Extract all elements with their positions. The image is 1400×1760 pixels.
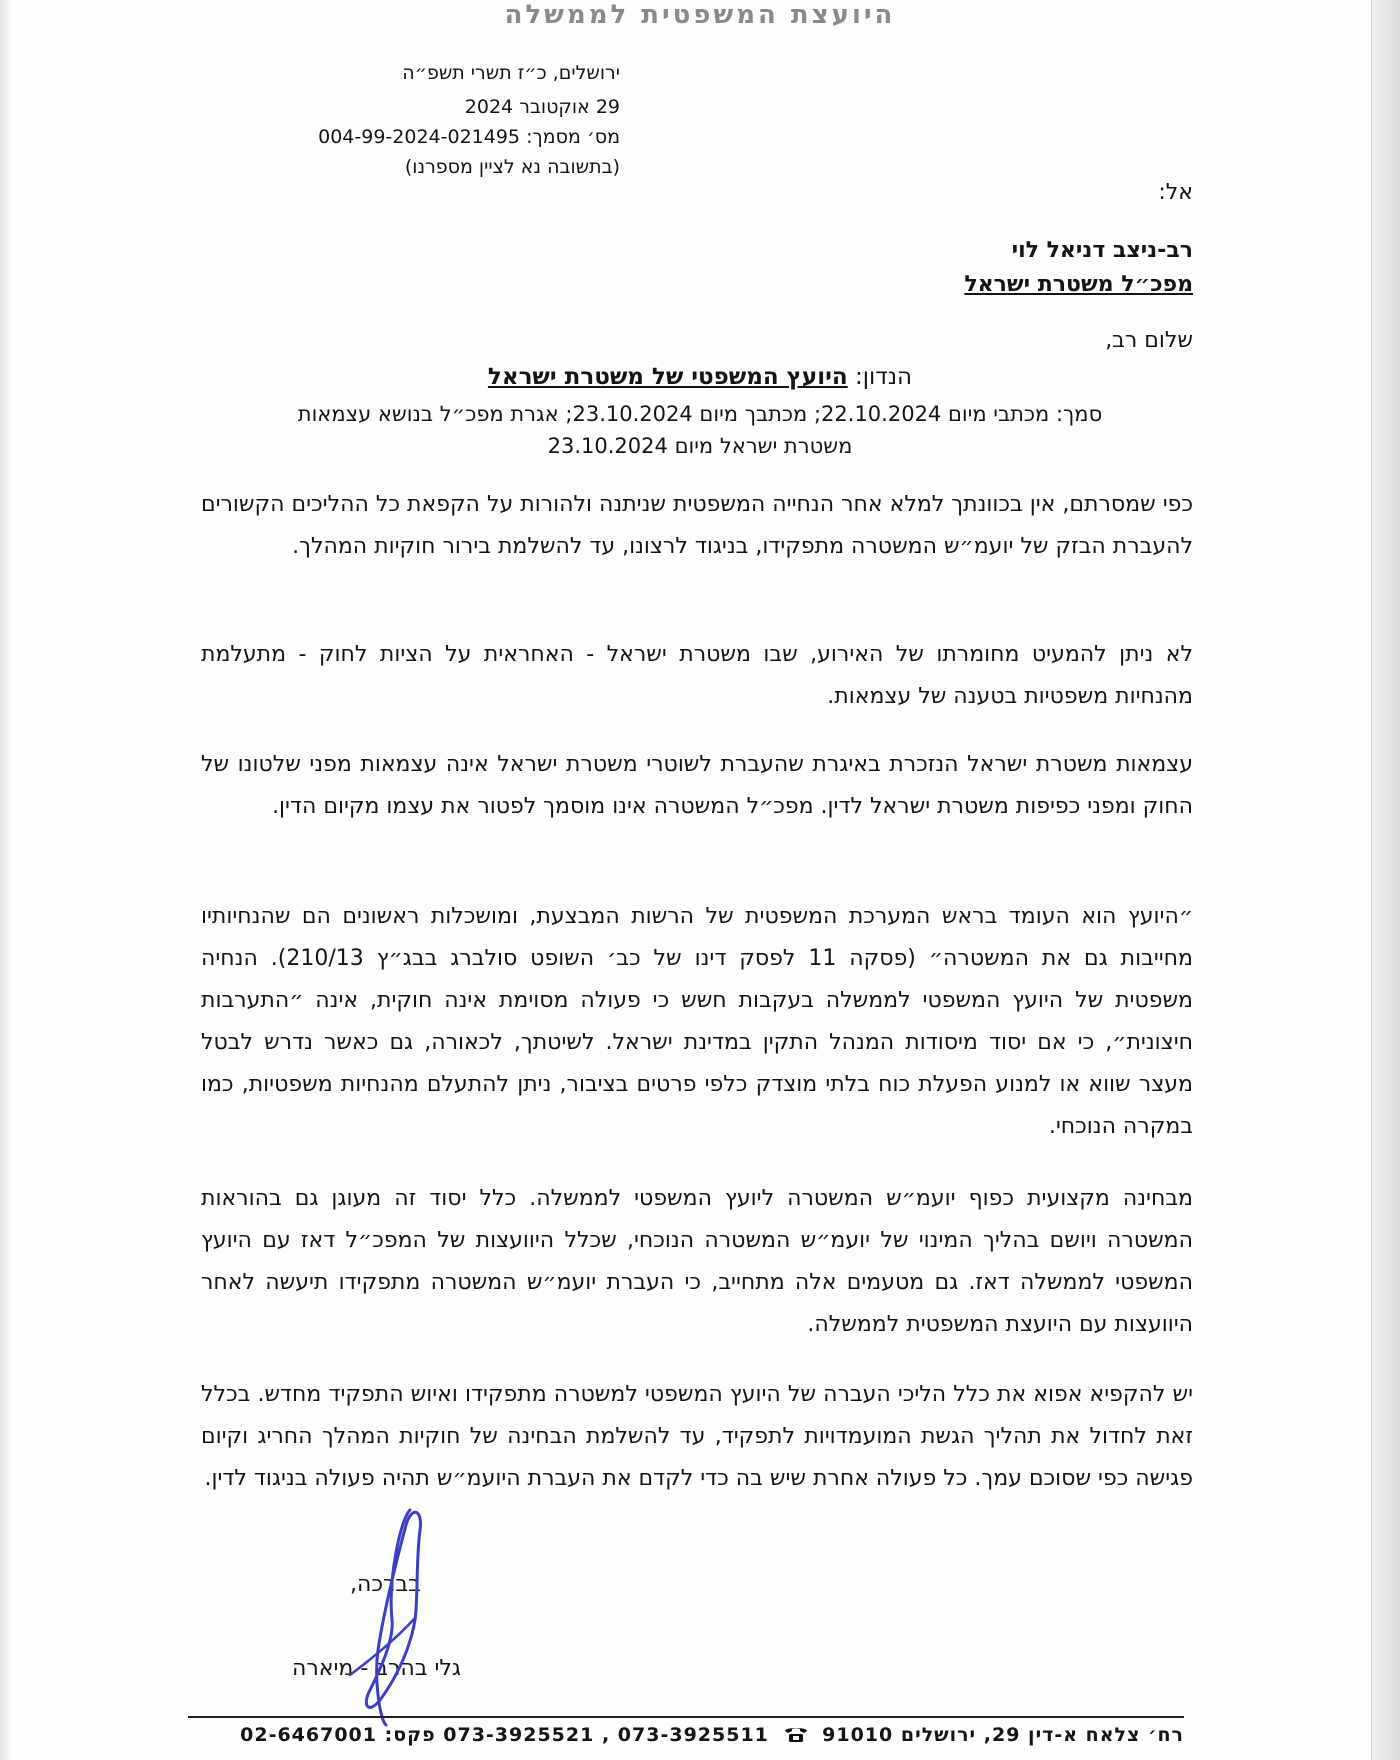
paragraph-1: כפי שמסרתם, אין בכוונתך למלא אחר הנחייה המשפטית שניתנה ולהורות על הקפאת כל ההליכים הקשורים להעברת הבזק של יועמ״ש המשטרה מתפקידו, בניגוד לרצונו, עד להשלמת בירור חוקיות המהלך. (201, 492, 1193, 559)
footer-contact (188, 1724, 1184, 1746)
date-gregorian: 29 אוקטובר 2024 (464, 96, 620, 118)
greeting: שלום רב, (1105, 328, 1193, 353)
letterhead-title: היועצת המשפטית לממשלה (504, 0, 896, 30)
paragraph-4: ״היועץ הוא העומד בראש המערכת המשפטית של הרשות המבצעת, ומושכלות ראשונים הם שהנחיותיו מחייבות גם את המשטרה״ (פסקה 11 לפסק דינו של כב׳ השופט סולברג בבג״ץ 210/13). הנחיה משפטית של היועץ המשפטי לממשלה בעקבות חשש כי פעולה מסוימת אינה חוקית, אינה ״התערבות חיצונית״, כי אם יסוד מיסודות המנהל התקין במדינת ישראל. לשיטתך, לכאורה, גם כאשר נדרש לבטל מעצר שווא או למנוע הפעלת כוח בלתי מוצדק כלפי פרטים בציבור, ניתן להתעלם מהנחיות משפטיות, כמו במקרה הנוכחי. (201, 904, 1194, 1139)
scan-left-edge (0, 0, 10, 1760)
document-reference: מס׳ מסמך: 004-99-2024-021495 (318, 126, 620, 148)
reference-line-1: סמך: מכתבי מיום 22.10.2024; מכתבך מיום 23.10.2024; אגרת מפכ״ל בנושא עצמאות (297, 402, 1103, 426)
footer-phones: 073-3925511 , 073-3925521 (443, 1724, 769, 1746)
footer-divider (188, 1716, 1184, 1718)
handwritten-signature (340, 1500, 460, 1730)
subject-line (0, 364, 1400, 390)
to-label: אל: (1158, 180, 1193, 205)
scan-right-edge (1371, 0, 1400, 1760)
footer-fax: פקס: 02-6467001 (240, 1724, 436, 1746)
subject-label: הנדון: (847, 364, 913, 390)
addressee-name: רב-ניצב דניאל לוי (1011, 238, 1193, 263)
date-hebrew: ירושלים, כ״ז תשרי תשפ״ה (402, 62, 620, 84)
reference-line-2: משטרת ישראל מיום 23.10.2024 (547, 434, 853, 458)
paragraph-3: עצמאות משטרת ישראל הנזכרת באיגרת שהעברת לשוטרי משטרת ישראל אינה עצמאות מפני שלטונו של החוק ומפני כפיפות משטרת ישראל לדין. מפכ״ל המשטרה אינו מוסמך לפטור את עצמו מקיום הדין. (201, 752, 1193, 819)
signer-name: גלי בהרב - מיארה (292, 1656, 461, 1681)
closing: בברכה, (350, 1572, 421, 1597)
subject-text: היועץ המשפטי של משטרת ישראל (487, 364, 848, 390)
paragraph-6: יש להקפיא אפוא את כלל הליכי העברה של היועץ המשפטי למשטרה מתפקידו ואיוש התפקיד מחדש. בכלל זאת לחדול את תהליך הגשת המועמדויות לתפקיד, עד להשלמת הבחינה של חוקיות המהלך החריג וקיום פגישה כפי שסוכם עמך. כל פעולה אחרת שיש בה כדי לקדם את העברת היועמ״ש תהיה פעולה בניגוד לדין. (201, 1382, 1193, 1491)
addressee-title: מפכ״ל משטרת ישראל (964, 272, 1193, 297)
paragraph-2: לא ניתן להמעיט מחומרתו של האירוע, שבו משטרת ישראל - האחראית על הציות לחוק - מתעלמת מהנחיות משפטיות בטענה של עצמאות. (201, 642, 1193, 709)
phone-icon (783, 1725, 809, 1743)
reply-note: (בתשובה נא לציין מספרנו) (404, 156, 620, 178)
paragraph-5: מבחינה מקצועית כפוף יועמ״ש המשטרה ליועץ המשפטי לממשלה. כלל יסוד זה מעוגן גם בהוראות המשטרה ויושם בהליך המינוי של יועמ״ש המשטרה הנוכחי, שכלל היוועצות של המפכ״ל דאז עם היועץ המשפטי לממשלה דאז. גם מטעמים אלה מתחייב, כי העברת יועמ״ש המשטרה מתפקידו תיעשה לאחר היוועצות עם היועצת המשפטית לממשלה. (201, 1186, 1193, 1337)
footer-address: רח׳ צלאח א-דין 29, ירושלים 91010 (822, 1724, 1184, 1746)
